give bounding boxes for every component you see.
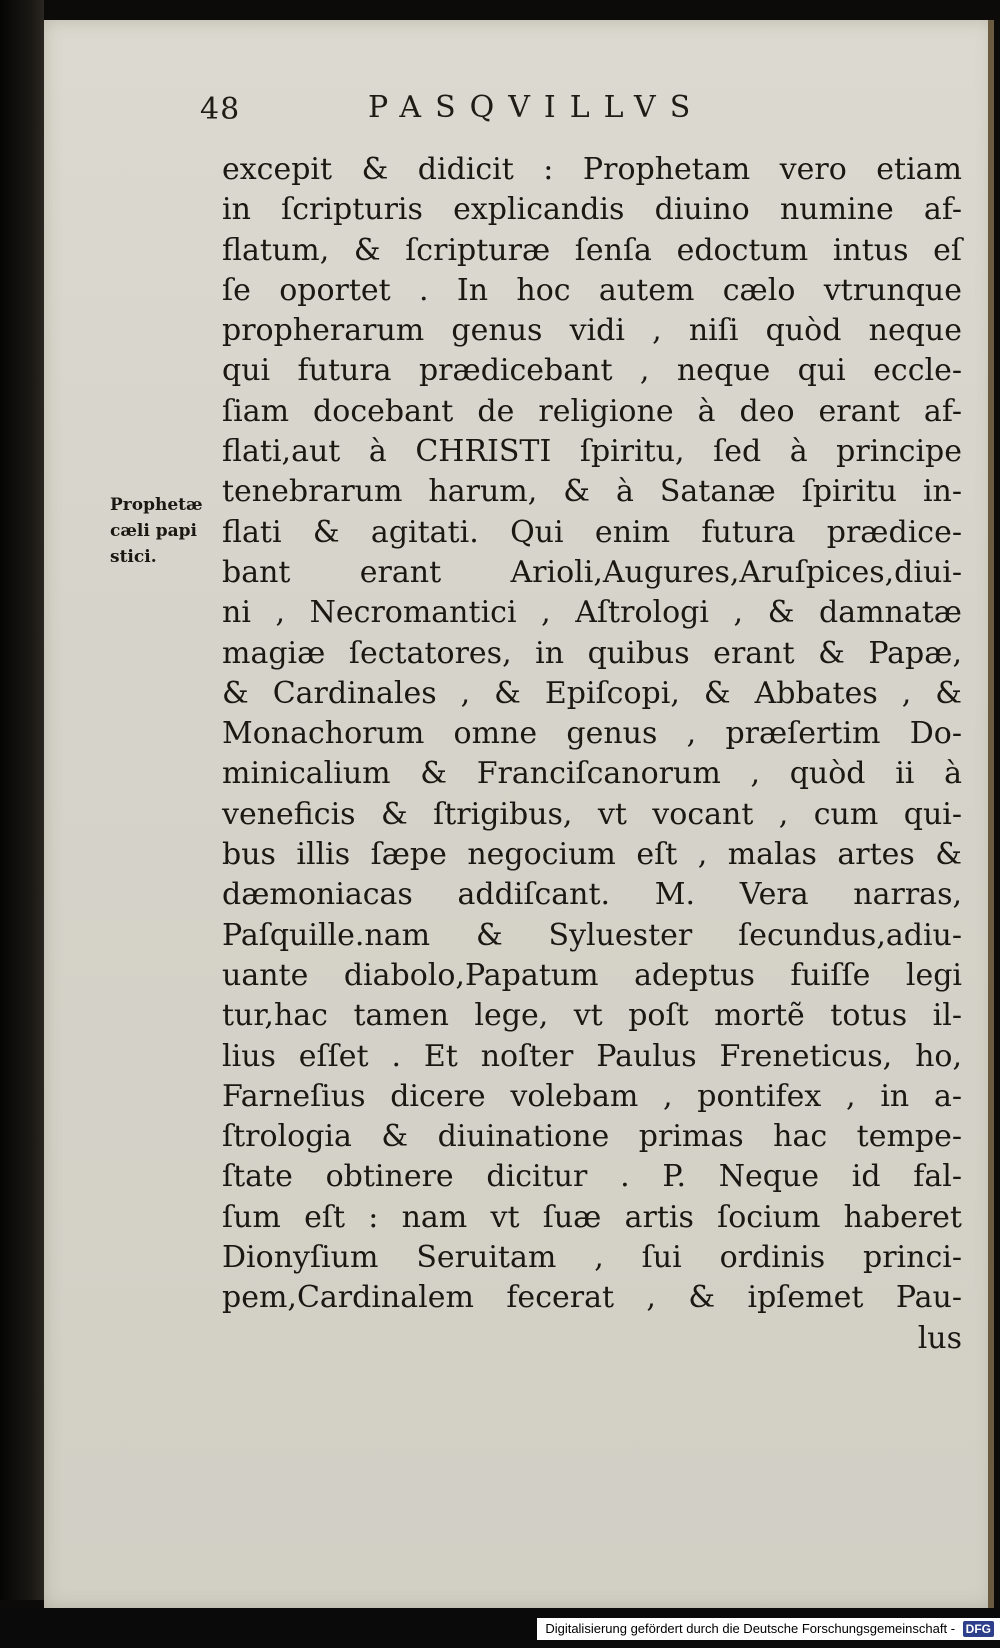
running-title: PASQVILLVS [368,90,705,125]
text-line: bus illis ſæpe negocium eſt , malas artes & [222,837,962,873]
text-line: & Cardinales , & Epiſcopi, & Abbates , & [222,675,962,711]
text-line: Monachorum omne genus , præſertim Do- [222,716,962,752]
text-line: veneficis & ſtrigibus, vt vocant , cum qui- [222,796,962,832]
text-line: pem,Cardinalem fecerat , & ipſemet Pau- [222,1280,962,1316]
running-head [200,86,960,136]
text-line: flatum, & ſcripturæ ſenſa edoctum intus eſ [222,232,962,268]
dfg-logo-icon: DFG [963,1621,994,1637]
page-edge [988,20,994,1608]
text-line: ſum eſt : nam vt ſuæ artis ſocium haberet [222,1199,962,1235]
text-line: lius eſſet . Et noſter Paulus Freneticus, ho, [222,1038,962,1074]
marginal-note [110,492,230,570]
text-line: ſtrologia & diuinatione primas hac tempe- [222,1119,962,1155]
text-line: excepit & didicit : Prophetam vero etiam [222,152,962,187]
page-number: 48 [200,92,241,127]
text-line: ni , Necromantici , Aſtrologi , & damnatæ [222,595,962,631]
text-line: ſtate obtinere dicitur . P. Neque id fal- [222,1159,962,1195]
text-line: flati,aut à CHRISTI ſpiritu, ſed à principe [222,434,962,470]
marginal-note-line: Prophetæ [110,495,203,515]
text-line: qui futura prædicebant , neque qui eccle- [222,353,962,389]
text-line: in ſcripturis explicandis diuino numine af- [222,192,962,228]
text-line: propherarum genus vidi , niſi quòd neque [222,313,962,349]
text-line: dæmoniacas addiſcant. M. Vera narras, [222,877,962,913]
catchword: lus [917,1320,962,1356]
text-line: flati & agitati. Qui enim futura prædice- [222,514,962,550]
text-line: ſe oportet . In hoc autem cælo vtrunque [222,272,962,308]
text-line: minicalium & Franciſcanorum , quòd ii à [222,756,962,792]
marginal-note-line: stici. [110,547,157,567]
text-line: ſiam docebant de religione à deo erant af- [222,393,962,429]
scan-left-edge [0,0,44,1600]
body-text [222,150,962,1359]
text-line: Farneſius dicere volebam , pontifex , in a- [222,1078,962,1114]
text-line: tenebrarum harum, & à Satanæ ſpiritu in- [222,474,962,510]
funding-credit [537,1618,1000,1640]
text-line: Dionyſium Seruitam , ſui ordinis princi- [222,1240,962,1276]
text-line: bant erant Arioli,Augures,Aruſpices,diui- [222,554,962,590]
text-line: Paſquille.nam & Syluester ſecundus,adiu- [222,917,962,953]
footer-bar [0,1608,1000,1648]
marginal-note-line: cæli papi [110,521,198,541]
text-line: tur,hac tamen lege, vt poſt mortẽ totus il- [222,998,962,1034]
text-line: uante diabolo,Papatum adeptus fuiſſe legi [222,957,962,993]
text-line: magiæ ſectatores, in quibus erant & Papæ, [222,635,962,671]
credit-text: Digitalisierung gefördert durch die Deutsche Forschungsgemeinschaft - [545,1621,956,1636]
